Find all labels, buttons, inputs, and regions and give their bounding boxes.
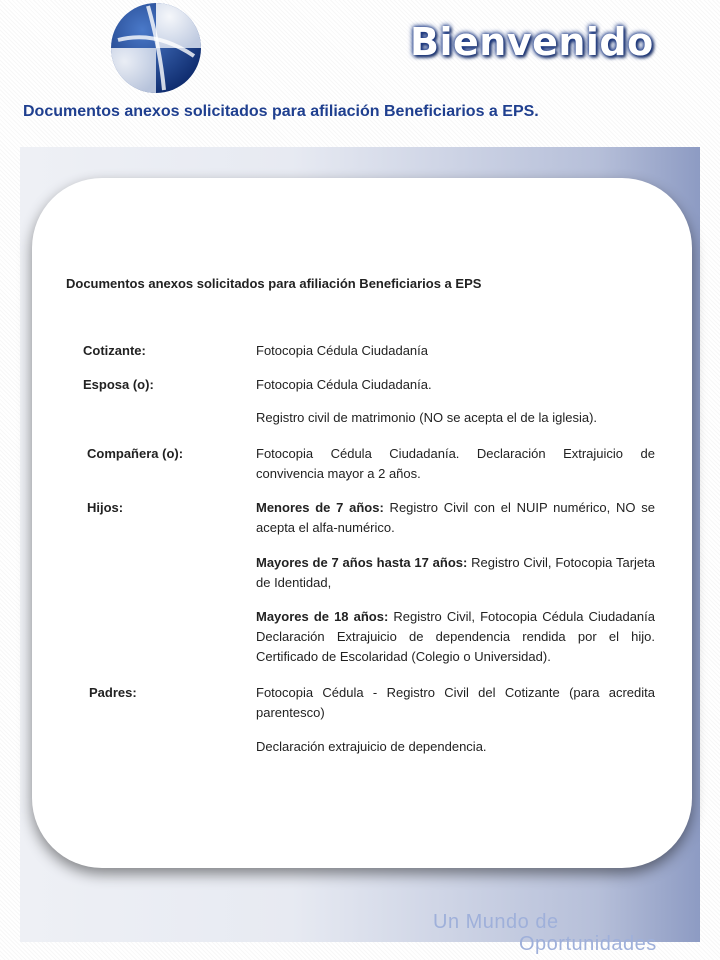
companera-text: Fotocopia Cédula Ciudadanía. Declaración Extrajuicio de convivencia mayor a 2 años.	[256, 446, 655, 481]
sphere-logo-icon	[108, 0, 204, 96]
hijos-mayores18-text	[256, 607, 655, 667]
esposa-label: Esposa (o):	[83, 377, 154, 392]
companera-label: Compañera (o):	[87, 446, 184, 461]
document-title: Documentos anexos solicitados para afiliación Beneficiarios a EPS	[66, 276, 482, 291]
padres-text-1: Fotocopia Cédula - Registro Civil del Cotizante (para acredita parentesco)	[256, 685, 655, 720]
padres-text-2: Declaración extrajuicio de dependencia.	[256, 739, 487, 754]
hijos-mayores18-head: Mayores de 18 años:	[256, 609, 389, 624]
hijos-menores-text	[256, 498, 655, 538]
footer-slogan-line2: Oportunidades	[519, 933, 657, 955]
hijos-mayores7-text	[256, 553, 655, 593]
cotizante-label: Cotizante:	[83, 343, 146, 358]
footer-slogan-line1: Un Mundo de	[433, 911, 559, 933]
esposa-text-2: Registro civil de matrimonio (NO se acepta el de la iglesia).	[256, 410, 598, 425]
page-title: Bienvenido	[410, 20, 654, 64]
hijos-mayores18-body: Registro Civil, Fotocopia Cédula Ciudadanía Declaración Extrajuicio de dependencia rendida por el hijo. Certificado de Escolaridad (Colegio o Universidad).	[256, 609, 656, 664]
hijos-menores-head: Menores de 7 años:	[256, 500, 384, 515]
esposa-text-1: Fotocopia Cédula Ciudadanía.	[256, 377, 432, 392]
cotizante-text: Fotocopia Cédula Ciudadanía	[256, 343, 429, 358]
hijos-label: Hijos:	[87, 500, 124, 515]
hijos-mayores7-head: Mayores de 7 años hasta 17 años:	[256, 555, 468, 570]
hijos-mayores7-body: Registro Civil, Fotocopia Tarjeta de Identidad,	[256, 555, 655, 590]
hijos-menores-body: Registro Civil con el NUIP numérico, NO se acepta el alfa-numérico.	[256, 500, 655, 535]
page-subtitle: Documentos anexos solicitados para afiliación Beneficiarios a EPS.	[23, 103, 539, 120]
padres-label: Padres:	[89, 685, 137, 700]
